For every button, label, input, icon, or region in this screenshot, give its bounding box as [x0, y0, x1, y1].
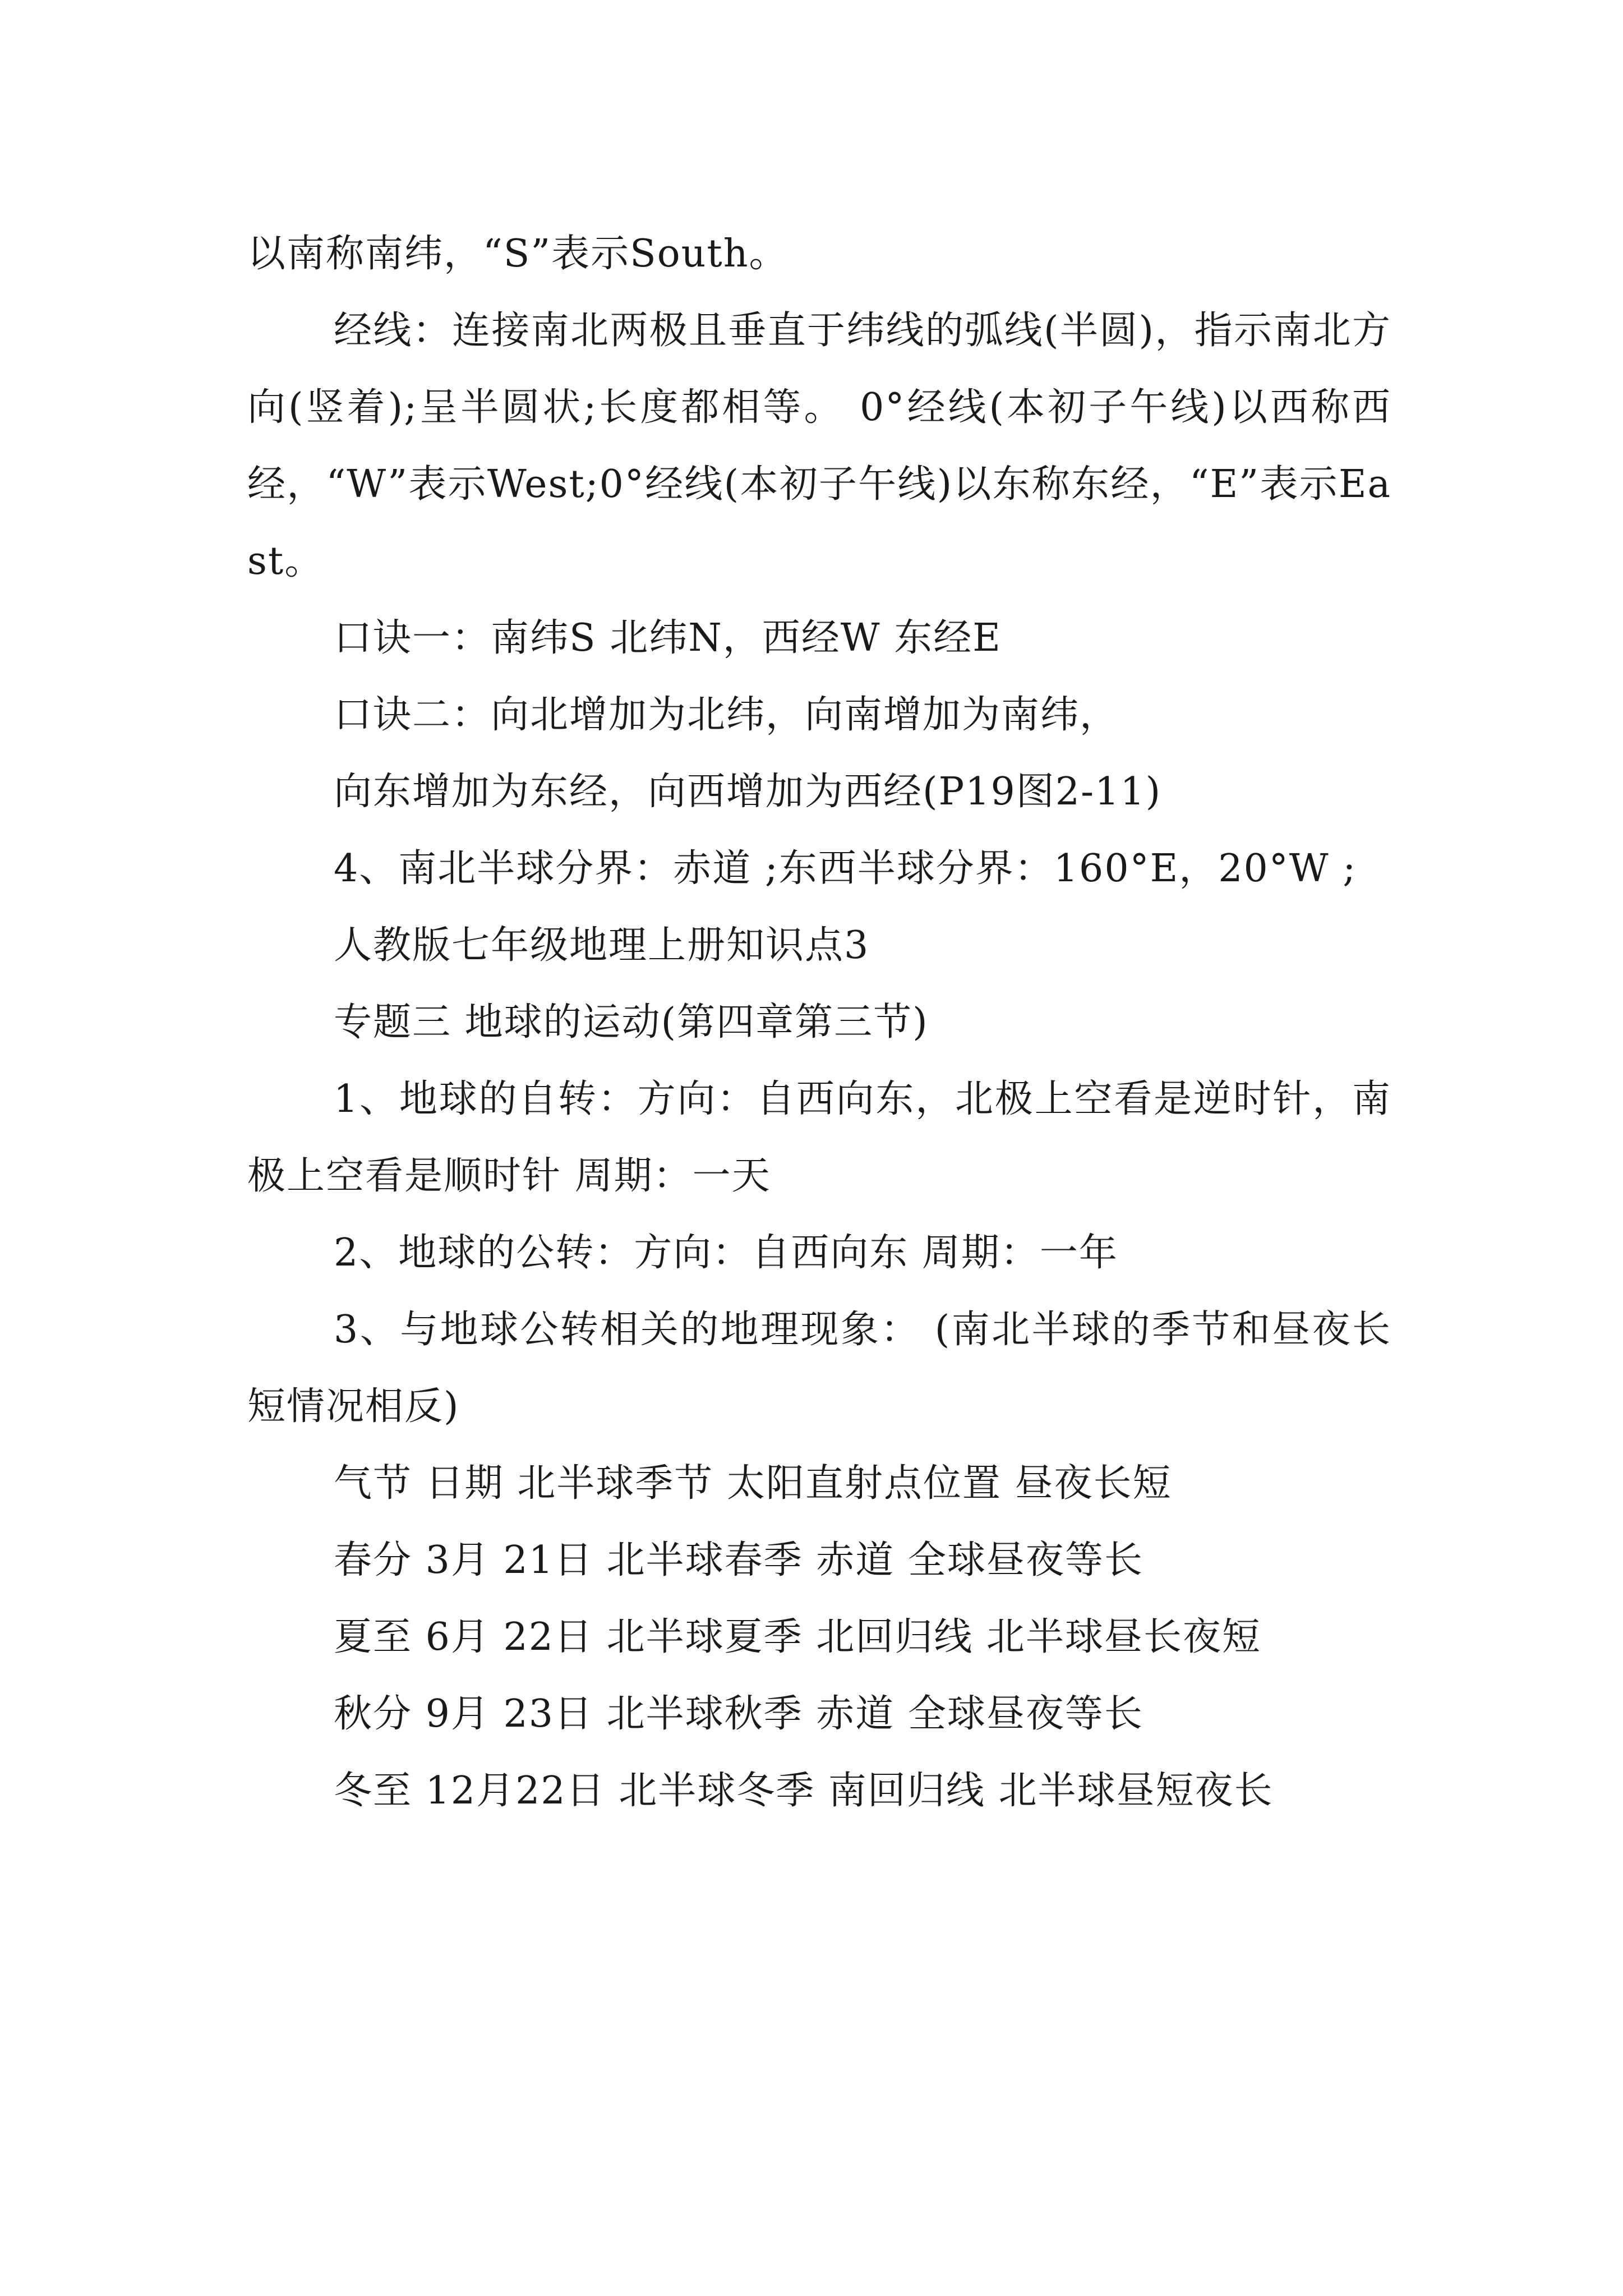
- table-row-autumn-equinox: 秋分 9月 23日 北半球秋季 赤道 全球昼夜等长: [334, 1692, 1144, 1736]
- section-heading-knowledge-points-3: 人教版七年级地理上册知识点3: [334, 923, 870, 968]
- paragraph-mnemonic-two: 口诀二：向北增加为北纬，向南增加为南纬，: [334, 693, 1119, 737]
- topic-heading-earth-motion: 专题三 地球的运动(第四章第三节): [334, 1000, 929, 1045]
- paragraph-mnemonic-one: 口诀一：南纬S 北纬N，西经W 东经E: [334, 616, 1002, 660]
- table-header-line: 气节 日期 北半球季节 太阳直射点位置 昼夜长短: [334, 1461, 1172, 1506]
- paragraph-earth-rotation: 1、地球的自转：方向：自西向东，北极上空看是逆时针，南极上空看是顺时针 周期：一天: [247, 1077, 1391, 1198]
- paragraph-meridian-definition: 经线：连接南北两极且垂直于纬线的弧线(半圆)，指示南北方向(竖着);呈半圆状;长度都相等。 0°经线(本初子午线)以西称西经，“W”表示West;0°经线(本初子午线)以东称东经，“E”表示East。: [247, 309, 1391, 583]
- paragraph-mnemonic-two-continued: 向东增加为东经，向西增加为西经(P19图2-11): [334, 770, 1162, 814]
- paragraph-earth-revolution: 2、地球的公转：方向：自西向东 周期：一年: [334, 1231, 1118, 1275]
- table-row-winter-solstice: 冬至 12月22日 北半球冬季 南回归线 北半球昼短夜长: [334, 1769, 1274, 1813]
- paragraph-south-latitude: 以南称南纬，“S”表示South。: [247, 232, 789, 276]
- paragraph-hemisphere-boundaries: 4、南北半球分界：赤道 ;东西半球分界：160°E，20°W ;: [334, 846, 1357, 891]
- paragraph-revolution-phenomena: 3、与地球公转相关的地理现象： (南北半球的季节和昼夜长短情况相反): [247, 1308, 1391, 1429]
- table-row-spring-equinox: 春分 3月 21日 北半球春季 赤道 全球昼夜等长: [334, 1538, 1144, 1582]
- document-body: [247, 215, 1391, 1829]
- table-row-summer-solstice: 夏至 6月 22日 北半球夏季 北回归线 北半球昼长夜短: [334, 1615, 1261, 1659]
